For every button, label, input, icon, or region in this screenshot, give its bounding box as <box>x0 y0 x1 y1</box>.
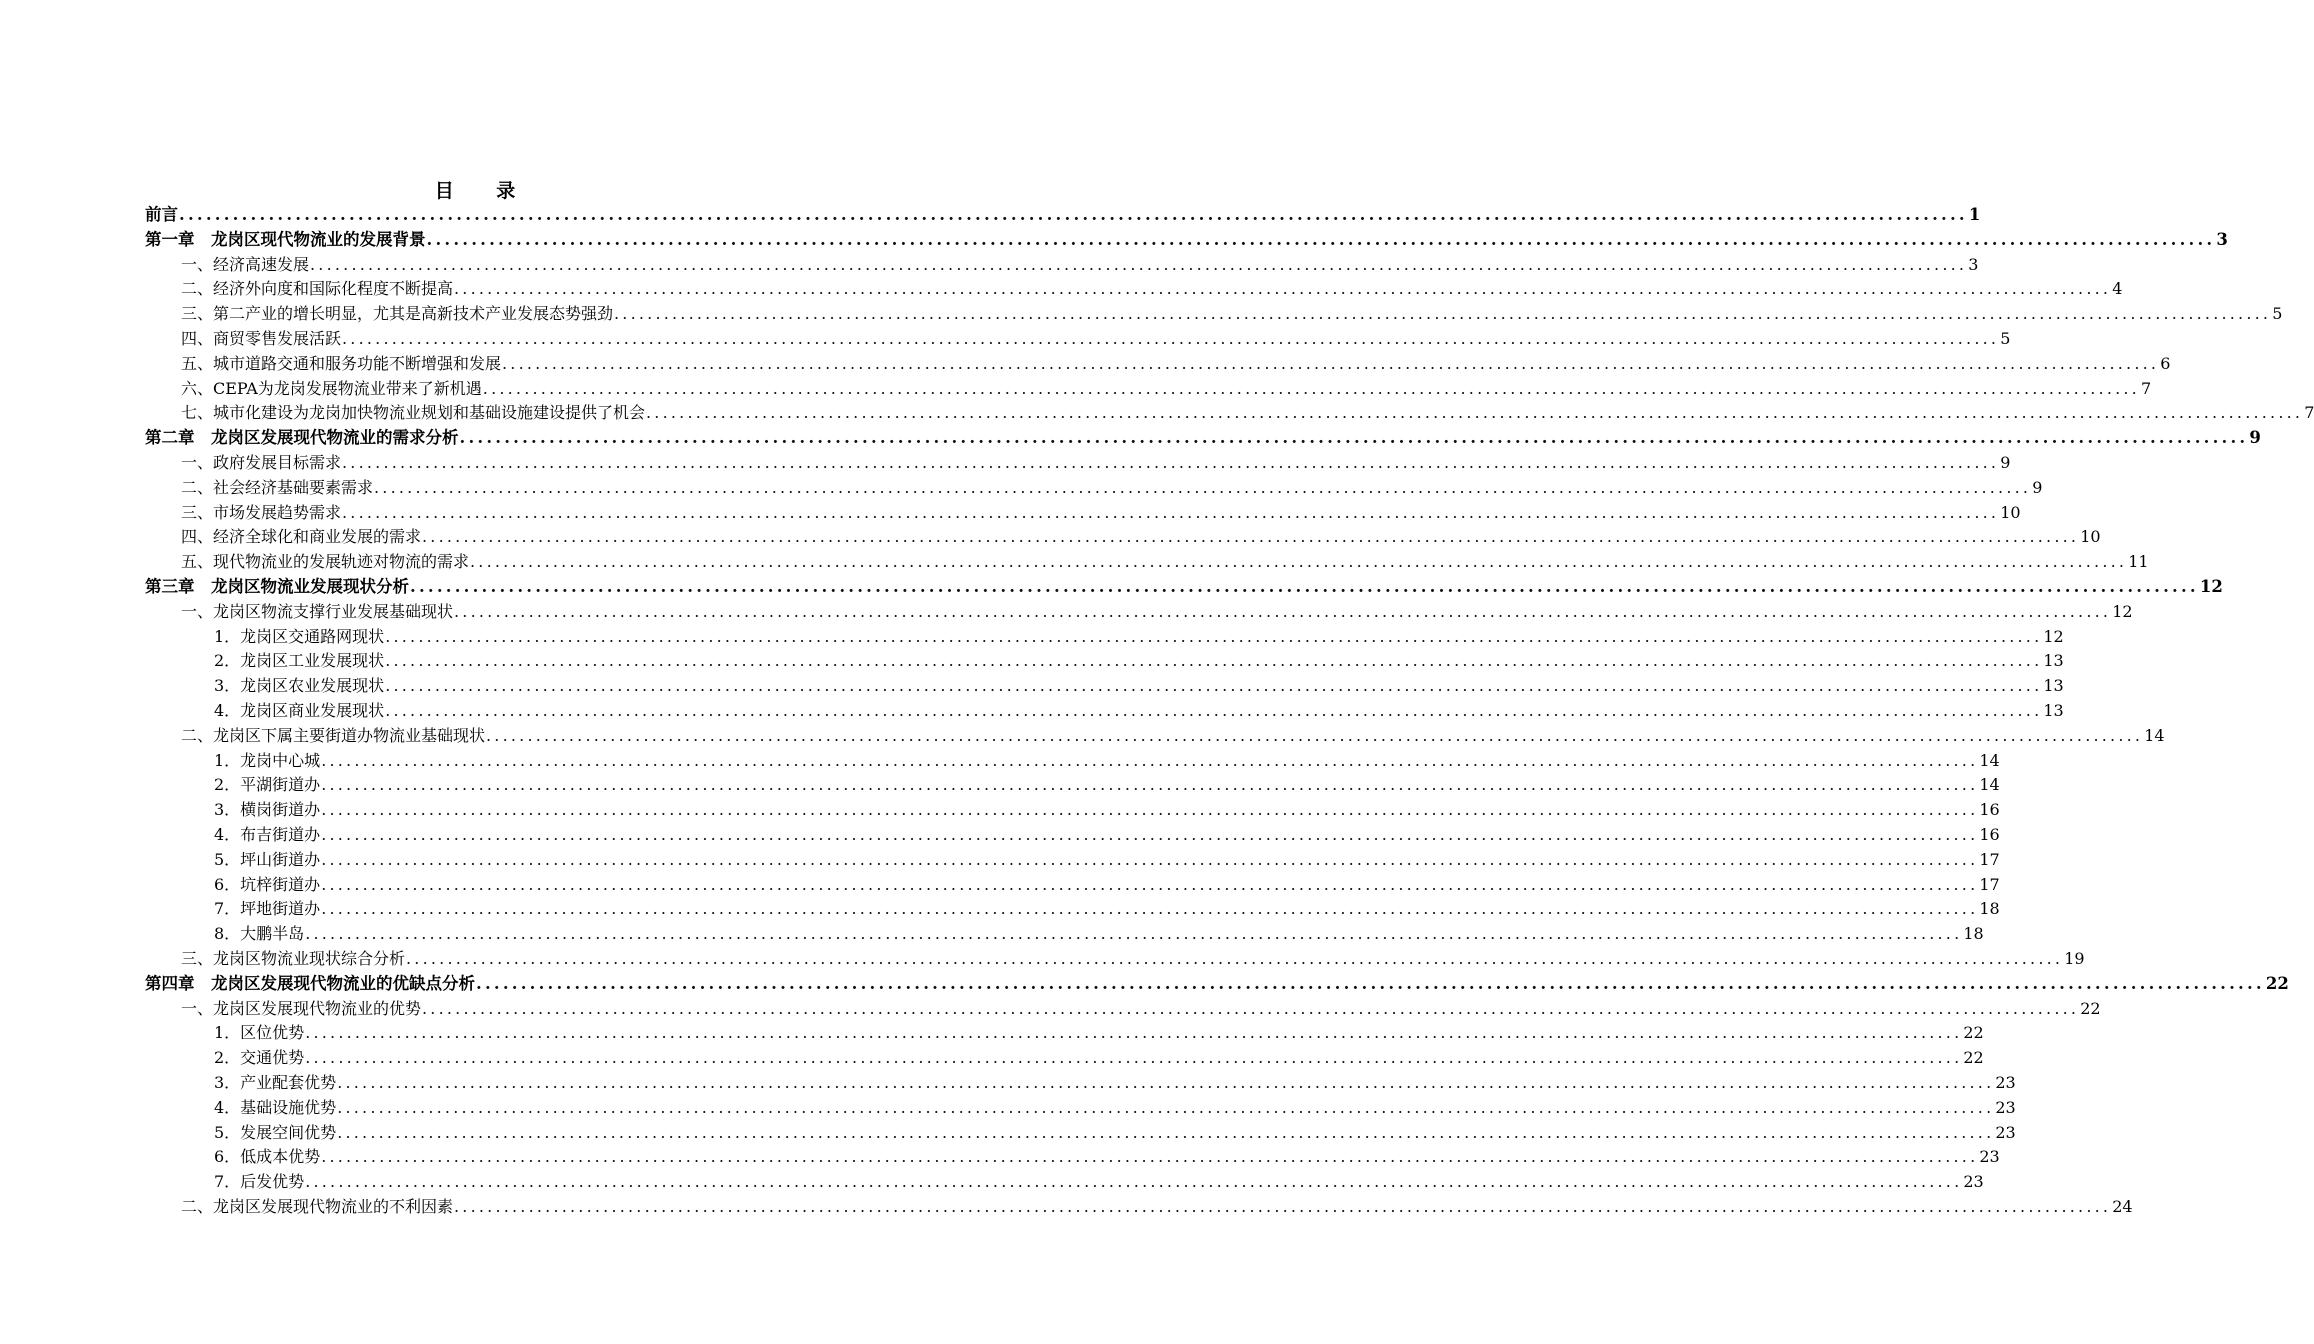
toc-chapter-entry[interactable] <box>0 969 2289 994</box>
toc-page-number: 14 <box>1979 775 2000 795</box>
toc-entry-label: 五、现代物流业的发展轨迹对物流的需求 <box>181 552 470 572</box>
toc-section-entry[interactable] <box>0 820 2000 845</box>
toc-section-entry[interactable] <box>0 770 2000 795</box>
toc-entry-label: 二、社会经济基础要素需求 <box>181 477 374 497</box>
toc-leader-dots: ........................................................................................................................................................................................................ <box>476 973 2265 993</box>
toc-leader-dots: ........................................................................................................................................................................................................ <box>305 924 1963 944</box>
toc-page-number: 9 <box>2000 453 2011 472</box>
toc-entry-label: 3．产业配套优势 <box>214 1073 337 1092</box>
toc-page-number: 17 <box>1979 874 2000 894</box>
toc-page-number: 5 <box>2272 304 2283 324</box>
toc-entry-label: 7．后发优势 <box>214 1172 305 1192</box>
toc-page-number: 18 <box>1963 924 1984 944</box>
toc-entry-label: 七、城市化建设为龙岗加快物流业规划和基础设施建设提供了机会 <box>181 403 646 423</box>
toc-section-entry[interactable] <box>0 696 2064 721</box>
toc-leader-dots: ........................................................................................................................................................................................................ <box>321 800 1979 820</box>
toc-section-entry[interactable] <box>0 870 2000 895</box>
toc-chapter-entry[interactable] <box>0 423 2261 448</box>
toc-section-entry[interactable] <box>0 845 2000 870</box>
toc-page-number: 3 <box>2216 229 2228 249</box>
toc-entry-label: 三、市场发展趋势需求 <box>181 502 342 522</box>
toc-leader-dots: ........................................................................................................................................................................................................ <box>385 626 2043 646</box>
toc-section-entry[interactable] <box>0 1068 2016 1093</box>
toc-page-number: 7 <box>2304 403 2314 423</box>
toc-leader-dots: ........................................................................................................................................................................................................ <box>321 849 1979 869</box>
toc-page-number: 22 <box>1963 1023 1984 1043</box>
toc-leader-dots: ........................................................................................................................................................................................................ <box>454 1197 2112 1216</box>
toc-entry-label: 6．坑梓街道办 <box>214 874 321 894</box>
toc-page-number: 13 <box>2043 651 2064 671</box>
toc-page-number: 23 <box>1979 1147 2000 1167</box>
toc-section-entry[interactable] <box>0 1192 2133 1217</box>
toc-leader-dots: ........................................................................................................................................................................................................ <box>410 577 2199 596</box>
toc-page-number: 1 <box>1968 205 1981 224</box>
toc-leader-dots: ........................................................................................................................................................................................................ <box>337 1073 1995 1092</box>
toc-leader-dots: ........................................................................................................................................................................................................ <box>305 1172 1963 1192</box>
toc-leader-dots: ........................................................................................................................................................................................................ <box>422 527 2080 547</box>
toc-entry-label: 2．平湖街道办 <box>214 775 321 795</box>
toc-section-entry[interactable] <box>0 1118 2016 1143</box>
toc-leader-dots: ........................................................................................................................................................................................................ <box>646 403 2304 423</box>
toc-entry-label: 五、城市道路交通和服务功能不断增强和发展 <box>181 353 502 373</box>
toc-title: 目 录 <box>434 180 534 202</box>
toc-entry-label: 5．坪山街道办 <box>214 849 321 869</box>
toc-page-number: 23 <box>1995 1073 2016 1092</box>
toc-entry-label: 二、龙岗区下属主要街道办物流业基础现状 <box>181 725 486 745</box>
toc-page-number: 24 <box>2112 1197 2133 1216</box>
toc-leader-dots: ........................................................................................................................................................................................................ <box>342 329 2000 348</box>
toc-chapter-entry[interactable] <box>0 225 2228 250</box>
toc-entry-label: 2．龙岗区工业发展现状 <box>214 651 385 671</box>
toc-leader-dots: ........................................................................................................................................................................................................ <box>305 1048 1963 1068</box>
toc-leader-dots: ........................................................................................................................................................................................................ <box>321 874 1979 894</box>
toc-leader-dots: ........................................................................................................................................................................................................ <box>337 1097 1995 1117</box>
toc-section-entry[interactable] <box>0 622 2064 647</box>
toc-section-entry[interactable] <box>0 250 1979 275</box>
toc-entry-label: 4．布吉街道办 <box>214 825 321 844</box>
toc-leader-dots: ........................................................................................................................................................................................................ <box>321 775 1979 795</box>
toc-page-number: 9 <box>2249 428 2261 448</box>
toc-chapter-entry[interactable] <box>0 572 2223 597</box>
toc-page-number: 12 <box>2112 601 2133 621</box>
toc-page-number: 16 <box>1979 825 2000 844</box>
toc-entry-label: 第一章 龙岗区现代物流业的发展背景 <box>145 229 426 249</box>
toc-page-number: 13 <box>2043 676 2064 696</box>
toc-page-number: 9 <box>2032 477 2043 497</box>
toc-leader-dots: ........................................................................................................................................................................................................ <box>454 601 2112 621</box>
toc-entry-label: 3．龙岗区农业发展现状 <box>214 676 385 696</box>
toc-page-number: 12 <box>2043 626 2064 646</box>
toc-entry-label: 前言 <box>145 205 178 224</box>
toc-page-number: 3 <box>1968 254 1979 274</box>
toc-chapter-entry[interactable] <box>0 200 1981 225</box>
toc-section-entry[interactable] <box>0 671 2064 696</box>
toc-page-number: 23 <box>1995 1097 2016 1117</box>
toc-leader-dots: ........................................................................................................................................................................................................ <box>374 477 2032 497</box>
toc-section-entry[interactable] <box>0 1093 2016 1118</box>
toc-leader-dots: ........................................................................................................................................................................................................ <box>342 453 2000 472</box>
toc-entry-label: 8．大鹏半岛 <box>214 924 305 944</box>
toc-section-entry[interactable] <box>0 646 2064 671</box>
toc-section-entry[interactable] <box>0 522 2101 547</box>
toc-leader-dots: ........................................................................................................................................................................................................ <box>385 651 2043 671</box>
toc-page-number: 12 <box>2199 577 2223 596</box>
toc-entry-label: 2．交通优势 <box>214 1048 305 1068</box>
toc-section-entry[interactable] <box>0 547 2149 572</box>
toc-entry-label: 二、龙岗区发展现代物流业的不利因素 <box>181 1197 454 1216</box>
toc-leader-dots: ........................................................................................................................................................................................................ <box>310 254 1968 274</box>
toc-entry-label: 一、龙岗区发展现代物流业的优势 <box>181 998 422 1018</box>
toc-section-entry[interactable] <box>0 1142 2000 1167</box>
toc-leader-dots: ........................................................................................................................................................................................................ <box>614 304 2272 324</box>
toc-page-number: 5 <box>2000 329 2011 348</box>
toc-page-number: 6 <box>2160 353 2171 373</box>
toc-leader-dots: ........................................................................................................................................................................................................ <box>385 701 2043 720</box>
toc-section-entry[interactable] <box>0 448 2011 473</box>
toc-page-number: 16 <box>1979 800 2000 820</box>
toc-section-entry[interactable] <box>0 349 2171 374</box>
toc-entry-label: 二、经济外向度和国际化程度不断提高 <box>181 279 454 299</box>
toc-page-number: 23 <box>1995 1122 2016 1142</box>
toc-page-number: 13 <box>2043 701 2064 720</box>
toc-leader-dots: ........................................................................................................................................................................................................ <box>482 378 2140 398</box>
toc-leader-dots: ........................................................................................................................................................................................................ <box>502 353 2160 373</box>
toc-leader-dots: ........................................................................................................................................................................................................ <box>321 750 1979 770</box>
toc-leader-dots: ........................................................................................................................................................................................................ <box>321 899 1979 919</box>
toc-entry-label: 一、政府发展目标需求 <box>181 453 342 472</box>
toc-leader-dots: ........................................................................................................................................................................................................ <box>406 949 2064 968</box>
toc-entry-label: 六、CEPA为龙岗发展物流业带来了新机遇 <box>181 378 482 398</box>
toc-section-entry[interactable] <box>0 795 2000 820</box>
toc-leader-dots: ........................................................................................................................................................................................................ <box>321 825 1979 844</box>
toc-section-entry[interactable] <box>0 473 2043 498</box>
toc-page-number: 7 <box>2140 378 2152 398</box>
toc-section-entry[interactable] <box>0 398 2314 423</box>
toc-section-entry[interactable] <box>0 746 2000 771</box>
toc-entry-label: 1．龙岗中心城 <box>214 750 321 770</box>
toc-leader-dots: ........................................................................................................................................................................................................ <box>470 552 2128 572</box>
toc-entry-label: 第三章 龙岗区物流业发展现状分析 <box>145 577 409 596</box>
toc-section-entry[interactable] <box>0 324 2011 349</box>
toc-page-number: 11 <box>2128 552 2149 572</box>
toc-entry-label: 4．基础设施优势 <box>214 1097 337 1117</box>
toc-leader-dots: ........................................................................................................................................................................................................ <box>486 725 2144 745</box>
toc-section-entry[interactable] <box>0 597 2133 622</box>
toc-entry-label: 三、第二产业的增长明显，尤其是高新技术产业发展态势强劲 <box>181 304 614 324</box>
toc-section-entry[interactable] <box>0 1043 1984 1068</box>
toc-section-entry[interactable] <box>0 1167 1984 1192</box>
toc-leader-dots: ........................................................................................................................................................................................................ <box>385 676 2043 696</box>
toc-page-number: 22 <box>2265 973 2289 993</box>
toc-leader-dots: ........................................................................................................................................................................................................ <box>426 229 2216 249</box>
toc-leader-dots: ........................................................................................................................................................................................................ <box>422 998 2080 1018</box>
toc-section-entry[interactable] <box>0 274 2123 299</box>
toc-section-entry[interactable] <box>0 894 2000 919</box>
toc-leader-dots: ........................................................................................................................................................................................................ <box>454 279 2112 299</box>
toc-section-entry[interactable] <box>0 374 2152 399</box>
toc-section-entry[interactable] <box>0 721 2165 746</box>
toc-page-number: 18 <box>1979 899 2000 919</box>
toc-leader-dots: ........................................................................................................................................................................................................ <box>179 205 1968 224</box>
toc-section-entry[interactable] <box>0 994 2101 1019</box>
toc-leader-dots: ........................................................................................................................................................................................................ <box>459 428 2249 448</box>
toc-section-entry[interactable] <box>0 498 2021 523</box>
toc-entry-label: 四、商贸零售发展活跃 <box>181 329 342 348</box>
toc-page-number: 10 <box>2080 527 2101 547</box>
toc-section-entry[interactable] <box>0 944 2085 969</box>
toc-page-number: 17 <box>1979 849 2000 869</box>
toc-page-number: 19 <box>2064 949 2085 968</box>
toc-leader-dots: ........................................................................................................................................................................................................ <box>337 1122 1995 1142</box>
toc-section-entry[interactable] <box>0 1018 1984 1043</box>
toc-entry-label: 第二章 龙岗区发展现代物流业的需求分析 <box>145 428 459 448</box>
toc-entry-label: 5．发展空间优势 <box>214 1122 337 1142</box>
toc-entry-label: 四、经济全球化和商业发展的需求 <box>181 527 422 547</box>
toc-page-number: 14 <box>1979 750 2000 770</box>
toc-page-number: 4 <box>2112 279 2123 299</box>
toc-leader-dots: ........................................................................................................................................................................................................ <box>321 1147 1979 1167</box>
toc-page-number: 22 <box>2080 998 2101 1018</box>
toc-entry-label: 6．低成本优势 <box>214 1147 321 1167</box>
toc-entry-label: 4．龙岗区商业发展现状 <box>214 701 385 720</box>
toc-entry-label: 3．横岗街道办 <box>214 800 321 820</box>
toc-page-number: 22 <box>1963 1048 1984 1068</box>
toc-entry-label: 一、经济高速发展 <box>181 254 310 274</box>
toc-page-number: 23 <box>1963 1172 1984 1192</box>
toc-page-number: 14 <box>2144 725 2165 745</box>
toc-entry-label: 一、龙岗区物流支撑行业发展基础现状 <box>181 601 454 621</box>
toc-entry-label: 第四章 龙岗区发展现代物流业的优缺点分析 <box>145 973 475 993</box>
toc-entry-label: 1．龙岗区交通路网现状 <box>214 626 385 646</box>
toc-leader-dots: ........................................................................................................................................................................................................ <box>342 502 2000 522</box>
toc-section-entry[interactable] <box>0 919 1984 944</box>
toc-page-number: 10 <box>2000 502 2021 522</box>
toc-section-entry[interactable] <box>0 299 2283 324</box>
toc-entry-label: 三、龙岗区物流业现状综合分析 <box>181 949 406 968</box>
toc-entry-label: 1．区位优势 <box>214 1023 305 1043</box>
toc-leader-dots: ........................................................................................................................................................................................................ <box>305 1023 1963 1043</box>
toc-entry-label: 7．坪地街道办 <box>214 899 321 919</box>
